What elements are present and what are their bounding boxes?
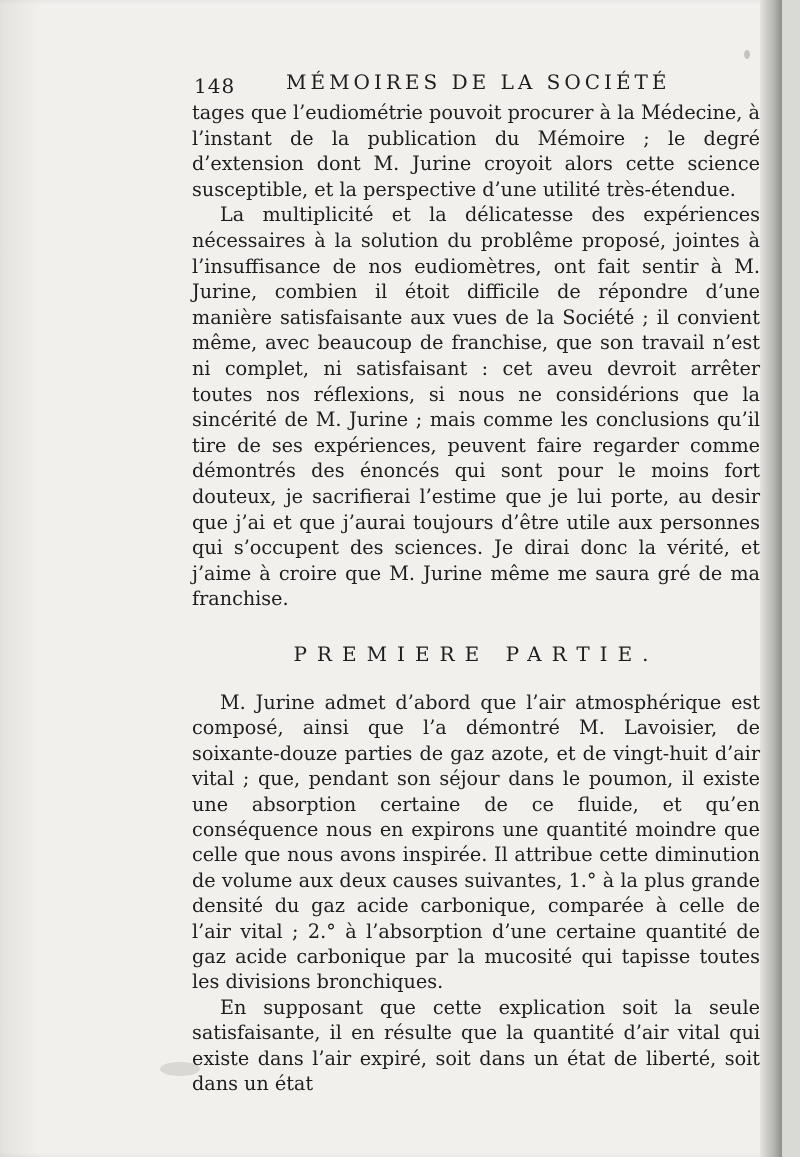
gutter-shadow bbox=[0, 0, 40, 1157]
page-edge bbox=[760, 0, 782, 1157]
running-head bbox=[192, 70, 760, 100]
paragraph: M. Jurine admet d’abord que l’air atmosphérique est composé, ainsi que l’a démontré M. Lavoisier, de soixante-douze parties de gaz azote, et de vingt-huit d’air vital ; que, pendant son séjour dans le poumon, il existe une absorption certaine de ce fluide, et qu’en conséquence nous en expirons une quantité moindre que celle que nous avons inspirée. Il attribue cette diminution de volume aux deux causes suivantes, 1.° à la plus grande densité du gaz acide carbonique, comparée à celle de l’air vital ; 2.° à l’absorption d’une certaine quantité de gaz acide carbonique par la mucosité qui tapisse toutes les divisions bronchiques. bbox=[192, 690, 760, 994]
page-number: 148 bbox=[194, 74, 236, 98]
ink-speck bbox=[744, 50, 750, 59]
running-title: MÉMOIRES DE LA SOCIÉTÉ bbox=[286, 70, 671, 94]
section-title: PREMIERE PARTIE. bbox=[293, 641, 659, 666]
paragraph: tages que l’eudiométrie pouvoit procurer à la Médecine, à l’instant de la publication du Mémoire ; le degré d’extension dont M. Jurine croyoit alors cette science susceptible, et la perspective d’une utilité très-étendue. bbox=[192, 101, 760, 201]
paragraph: La multiplicité et la délicatesse des expériences nécessaires à la solution du problême proposé, jointes à l’insuffisance de nos eudiomètres, ont fait sentir à M. Jurine, combien il étoit difficile de répondre d’une manière satisfaisante aux vues de la Société ; il convient même, avec beaucoup de franchise, que son travail n’est ni complet, ni satisfaisant : cet aveu devroit arrêter toutes nos réflexions, si nous ne considérions que la sincérité de M. Jurine ; mais comme les conclusions qu’il tire de ses expériences, peuvent faire regarder comme démontrés des énoncés qui sont pour le moins fort douteux, je sacrifierai l’estime que je lui porte, au desir que j’ai et que j’aurai toujours d’être utile aux personnes qui s’occupent des sciences. Je dirai donc la vérité, et j’aime à croire que M. Jurine même me saura gré de ma franchise. bbox=[192, 203, 760, 611]
paragraph: En supposant que cette explication soit la seule satisfaisante, il en résulte que la quantité d’air vital qui existe dans l’air expiré, soit dans un état de liberté, soit dans un état bbox=[192, 995, 760, 1095]
page-content bbox=[192, 70, 760, 1096]
